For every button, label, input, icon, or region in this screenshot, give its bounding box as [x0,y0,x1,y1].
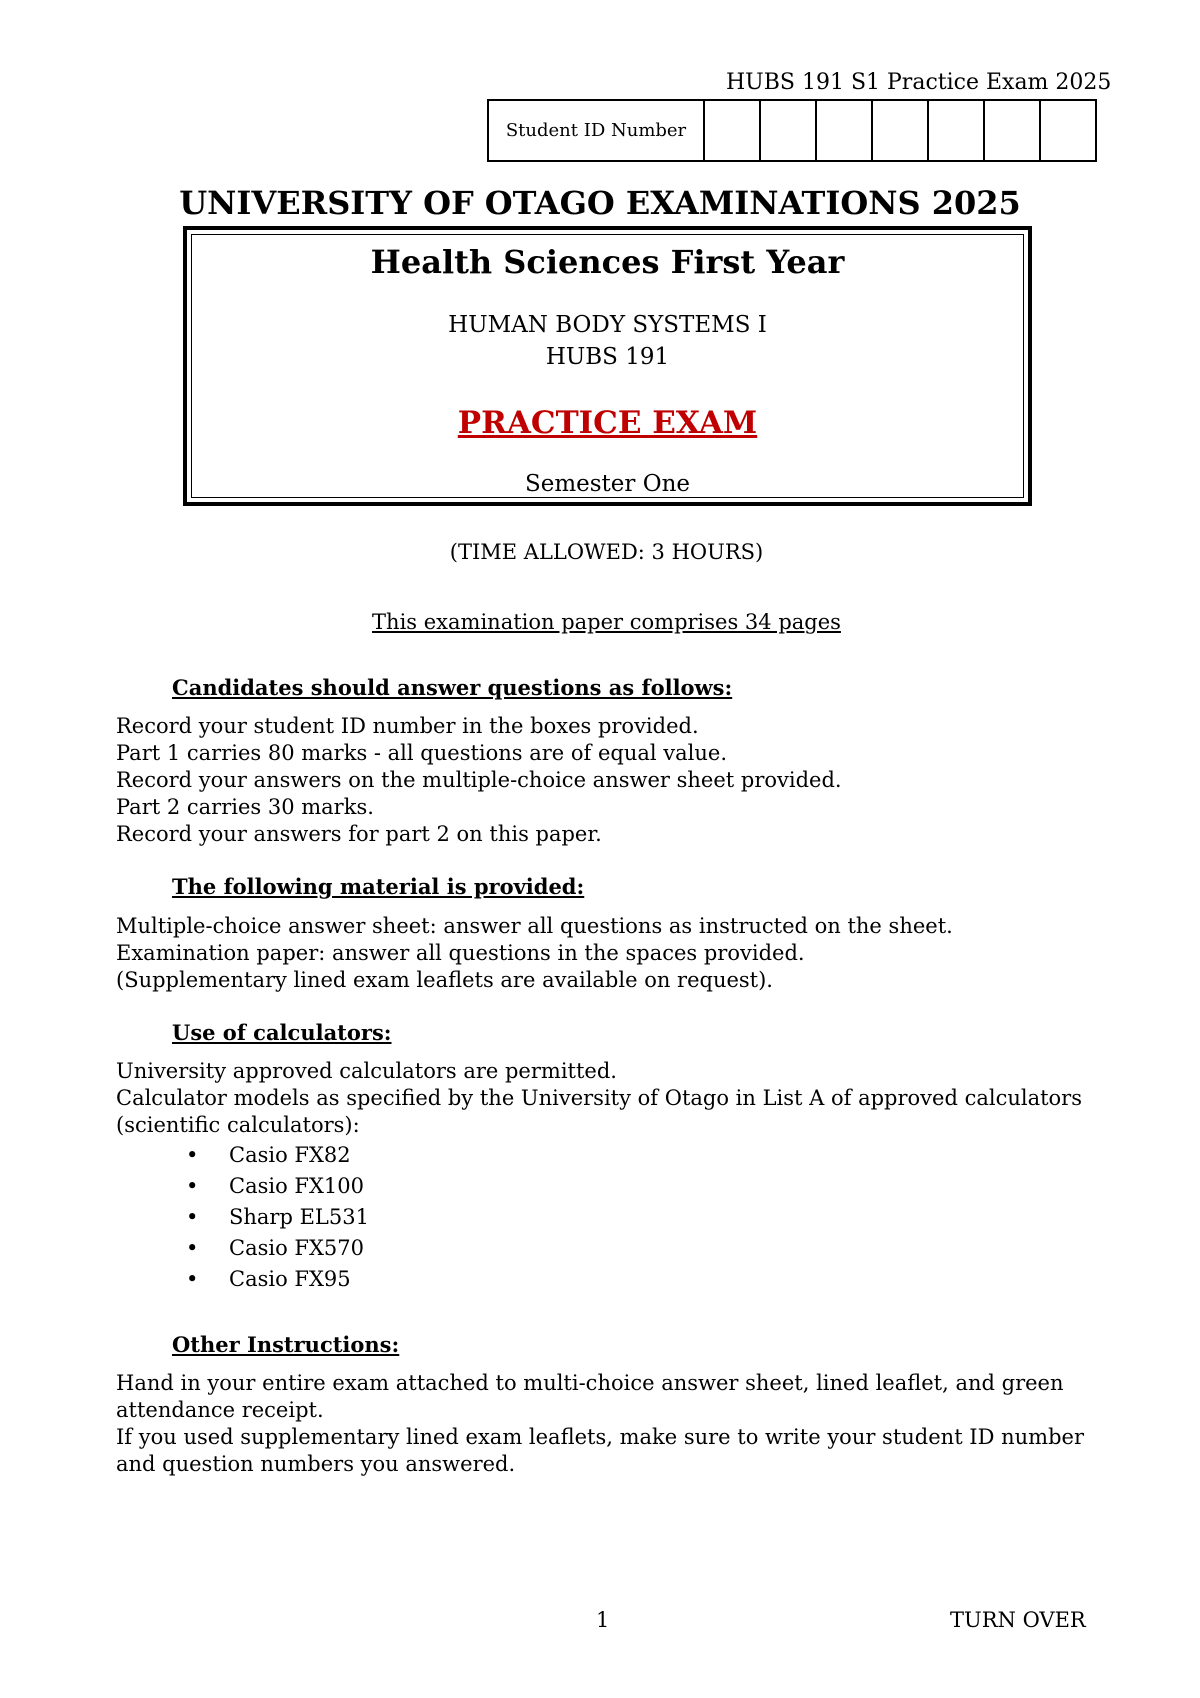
instruction-line: University approved calculators are permitted. [116,1059,617,1083]
course-code: HUBS 191 [545,344,670,370]
bullet-icon: • [186,1236,199,1260]
instruction-line: Multiple-choice answer sheet: answer all questions as instructed on the sheet. [116,914,953,938]
calculator-model-list [186,1140,369,1295]
instruction-line: Record your student ID number in the boxes provided. [116,714,699,738]
list-item [186,1264,369,1295]
title-box-inner-border [191,234,1024,498]
calculator-model: Casio FX95 [229,1267,351,1291]
course-title-box [183,226,1032,506]
bullet-icon: • [186,1267,199,1291]
page-title: UNIVERSITY OF OTAGO EXAMINATIONS 2025 [179,184,1021,222]
instruction-line: Examination paper: answer all questions in the spaces provided. [116,941,805,965]
page-count-note: This examination paper comprises 34 pages [372,610,841,634]
faculty-heading: Health Sciences First Year [370,243,845,281]
calculator-model: Casio FX570 [229,1236,365,1260]
time-allowed: (TIME ALLOWED: 3 HOURS) [449,540,764,564]
instruction-line: If you used supplementary lined exam leaflets, make sure to write your student ID number and question numbers you answered. [116,1425,1084,1476]
bullet-icon: • [186,1205,199,1229]
student-id-digit-box[interactable] [1040,100,1096,161]
turn-over-label: TURN OVER [950,1608,1086,1632]
list-item [186,1202,369,1233]
student-id-digit-box[interactable] [984,100,1040,161]
student-id-digit-box[interactable] [816,100,872,161]
semester-label: Semester One [524,471,691,497]
student-id-digit-box[interactable] [872,100,928,161]
student-id-digit-box[interactable] [928,100,984,161]
header-reference: HUBS 191 S1 Practice Exam 2025 [726,70,1112,95]
list-item [186,1140,369,1171]
instruction-line: Record your answers for part 2 on this paper. [116,822,602,846]
instruction-line: Part 2 carries 30 marks. [116,795,374,819]
student-id-box [487,99,1097,162]
exam-type-heading: PRACTICE EXAM [457,405,758,441]
calculator-model: Sharp EL531 [229,1205,369,1229]
bullet-icon: • [186,1174,199,1198]
instruction-line: Hand in your entire exam attached to multi-choice answer sheet, lined leaflet, and green attendance receipt. [116,1371,1064,1422]
instruction-line: Part 1 carries 80 marks - all questions are of equal value. [116,741,728,765]
list-item [186,1171,369,1202]
student-id-digit-box[interactable] [760,100,816,161]
student-id-label: Student ID Number [488,100,704,161]
bullet-icon: • [186,1143,199,1167]
answer-instructions [116,713,1096,848]
instruction-line: Record your answers on the multiple-choice answer sheet provided. [116,768,842,792]
calculators-heading: Use of calculators: [172,1020,392,1045]
calculator-model: Casio FX100 [229,1174,365,1198]
material-heading: The following material is provided: [172,874,585,899]
other-instructions-heading: Other Instructions: [172,1332,400,1357]
list-item [186,1233,369,1264]
calculator-instructions [116,1058,1096,1139]
instruction-line: (Supplementary lined exam leaflets are available on request). [116,968,773,992]
student-id-digit-box[interactable] [704,100,760,161]
other-instructions [116,1370,1096,1478]
course-name: HUMAN BODY SYSTEMS I [448,312,767,338]
answer-instructions-heading: Candidates should answer questions as follows: [172,675,733,700]
calculator-model: Casio FX82 [229,1143,351,1167]
instruction-line: Calculator models as specified by the University of Otago in List A of approved calculators (scientific calculators): [116,1086,1082,1137]
material-instructions [116,913,1096,994]
page-number: 1 [596,1608,610,1632]
